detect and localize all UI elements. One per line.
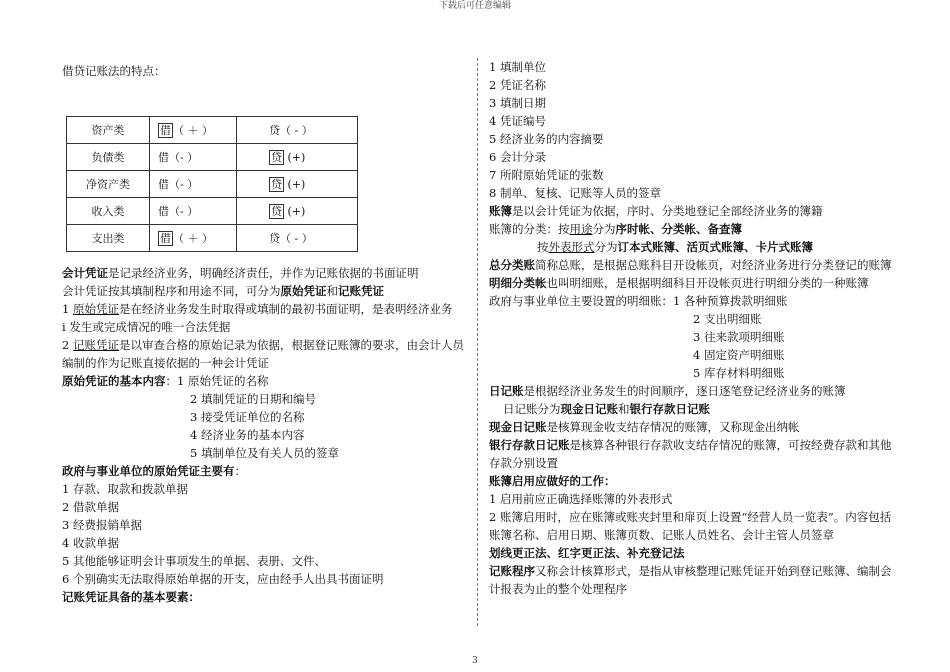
column-divider	[477, 58, 478, 626]
header-note: 下载后可任意编辑	[438, 1, 511, 11]
table-cell: 贷 (+)	[237, 198, 358, 225]
list-item: 2 填制凭证的日期和编号	[190, 392, 316, 406]
list-heading: 原始凭证的基本内容：1 原始凭证的名称	[62, 374, 269, 388]
paragraph: 会计凭证按其填制程序和用途不同，可分为原始凭证和记账凭证	[62, 284, 384, 298]
list-item: 4 经济业务的基本内容	[190, 428, 305, 442]
table-cell: 资产类	[67, 117, 150, 144]
paragraph: i 发生或完成情况的唯一合法凭据	[62, 320, 231, 334]
right-column	[489, 58, 901, 598]
list-item: 2 账簿启用时，应在账簿或账夹封里和扉页上设置“经营人员一览表”。内容包括账簿名称、启用日期、账簿页数、记账人员姓名、会计主管人员签章	[489, 510, 892, 542]
paragraph: 总分类账简称总账，是根据总账科目开设帐页，对经济业务进行分类登记的账簿	[489, 258, 892, 272]
list-item: 3 接受凭证单位的名称	[190, 410, 305, 424]
table-cell: 贷 (+)	[237, 171, 358, 198]
section-intro: 借贷记账法的特点：	[62, 64, 166, 78]
debit-credit-table	[66, 116, 358, 252]
list-heading: 政府与事业单位的原始凭证主要有：	[62, 464, 246, 478]
table-cell: 贷 (+)	[237, 144, 358, 171]
list-item: 5 经济业务的内容摘要	[489, 132, 604, 146]
list-item: 6 会计分录	[489, 150, 546, 164]
table-cell: 借 （ ＋ ）	[150, 117, 237, 144]
paragraph: 账簿是以会计凭证为依据，序时、分类地登记全部经济业务的簿籍	[489, 204, 823, 218]
table-cell: 收入类	[67, 198, 150, 225]
page-number: 3	[472, 656, 478, 666]
table-cell: 借 （ ＋ ）	[150, 225, 237, 252]
paragraph: 银行存款日记账是核算各种银行存款收支结存情况的账簿，可按经费存款和其他存款分别设置	[489, 438, 892, 470]
list-item: 2 借款单据	[62, 500, 119, 514]
list-item: 3 填制日期	[489, 96, 546, 110]
list-item: 2 支出明细账	[693, 312, 762, 326]
list-item: 4 固定资产明细账	[693, 348, 785, 362]
table-row	[67, 144, 358, 171]
paragraph: 2 记账凭证是以审查合格的原始记录为依据，根据登记账簿的要求，由会计人员编制的作为记账直接依据的一种会计凭证	[62, 338, 464, 370]
table-row	[67, 171, 358, 198]
paragraph: 明细分类帐也叫明细账，是根据明细科目开设帐页进行明细分类的一种账簿	[489, 276, 869, 290]
list-item: 4 凭证编号	[489, 114, 546, 128]
paragraph: 按外表形式分为订本式账簿、活页式账簿、卡片式账簿	[537, 240, 813, 254]
list-heading: 划线更正法、红字更正法、补充登记法	[489, 546, 685, 560]
table-row	[67, 117, 358, 144]
paragraph: 日记账分为现金日记账和银行存款日记账	[503, 402, 710, 416]
list-heading: 账簿启用应做好的工作：	[489, 474, 616, 488]
list-item: 5 其他能够证明会计事项发生的单据、表册、文件、	[62, 554, 326, 568]
table-cell: 支出类	[67, 225, 150, 252]
table-cell: 贷（ - ）	[237, 117, 358, 144]
left-column	[62, 58, 470, 606]
list-item: 3 往来款项明细账	[693, 330, 785, 344]
list-item: 5 库存材料明细账	[693, 366, 785, 380]
list-item: 6 个别确实无法取得原始单据的开支，应由经手人出具书面证明	[62, 572, 384, 586]
paragraph: 日记账是根据经济业务发生的时间顺序，逐日逐笔登记经济业务的账簿	[489, 384, 846, 398]
table-cell: 借（- ）	[150, 171, 237, 198]
table-cell: 负债类	[67, 144, 150, 171]
paragraph: 账簿的分类：按用途分为序时帐、分类帐、备查簿	[489, 222, 742, 236]
list-item: 4 收款单据	[62, 536, 119, 550]
paragraph: 记账程序又称会计核算形式，是指从审核整理记账凭证开始到登记账簿、编制会计报表为止的整个处理程序	[489, 564, 892, 596]
list-item: 3 经费报销单据	[62, 518, 142, 532]
list-item: 2 凭证名称	[489, 78, 546, 92]
paragraph: 政府与事业单位主要设置的明细账：1 各种预算拨款明细账	[489, 294, 788, 308]
list-item: 1 启用前应正确选择账簿的外表形式	[489, 492, 673, 506]
table-row	[67, 198, 358, 225]
table-cell: 借（- ）	[150, 198, 237, 225]
list-item: 1 填制单位	[489, 60, 546, 74]
table-row	[67, 225, 358, 252]
table-cell: 贷（ - ）	[237, 225, 358, 252]
paragraph: 1 原始凭证是在经济业务发生时取得或填制的最初书面证明，是表明经济业务	[62, 302, 453, 316]
paragraph: 现金日记账是核算现金收支结存情况的账簿，又称现金出纳帐	[489, 420, 800, 434]
list-item: 8 制单、复核、记账等人员的签章	[489, 186, 661, 200]
list-item: 5 填制单位及有关人员的签章	[190, 446, 339, 460]
list-item: 1 存款、取款和拨款单据	[62, 482, 188, 496]
table-cell: 净资产类	[67, 171, 150, 198]
table-cell: 借（- ）	[150, 144, 237, 171]
list-item: 7 所附原始凭证的张数	[489, 168, 604, 182]
paragraph: 会计凭证是记录经济业务，明确经济责任，并作为记账依据的书面证明	[62, 266, 419, 280]
list-heading: 记账凭证具备的基本要素：	[62, 590, 200, 604]
